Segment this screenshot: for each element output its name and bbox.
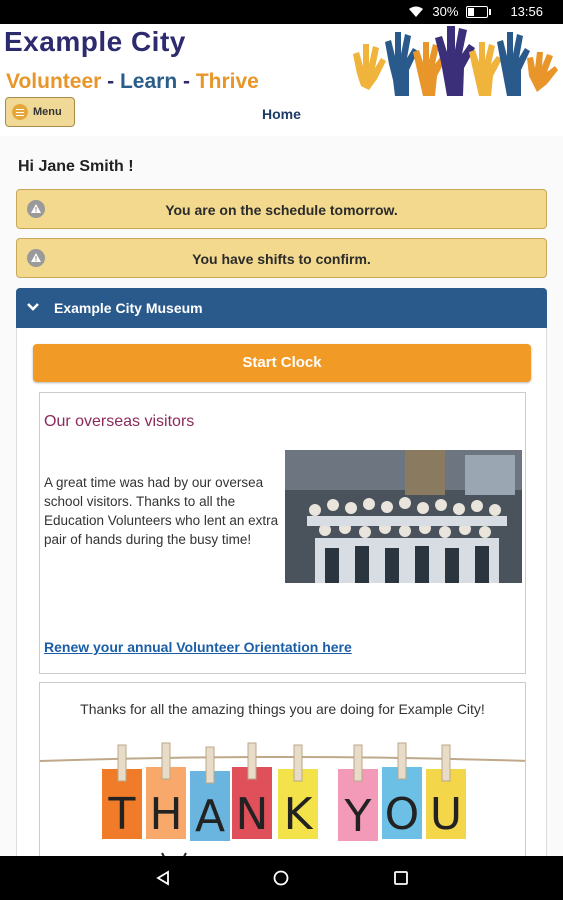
status-bar xyxy=(0,0,563,24)
panel-title: Example City Museum xyxy=(54,300,203,316)
main-content xyxy=(0,136,563,856)
thanks-card xyxy=(39,682,526,882)
hands-logo xyxy=(349,24,559,96)
alert-text: You have shifts to confirm. xyxy=(192,251,371,267)
alert-schedule xyxy=(16,189,547,229)
ty-letter: O xyxy=(384,789,420,840)
clock: 13:56 xyxy=(510,4,543,19)
menu-label: Menu xyxy=(33,106,62,118)
alert-text: You are on the schedule tomorrow. xyxy=(165,202,398,218)
recents-icon[interactable] xyxy=(393,870,409,886)
back-icon[interactable] xyxy=(155,870,171,886)
ty-letter: A xyxy=(194,791,226,842)
hamburger-icon xyxy=(12,104,28,120)
app-header xyxy=(0,24,563,136)
home-icon[interactable] xyxy=(273,870,289,886)
greeting: Hi Jane Smith ! xyxy=(18,158,134,175)
ty-letter: U xyxy=(429,789,463,840)
tagline: Volunteer - Learn - Thrive xyxy=(6,70,259,93)
battery-percent: 30% xyxy=(432,4,459,19)
ty-letter: N xyxy=(235,789,269,840)
start-clock-button[interactable]: Start Clock xyxy=(33,344,531,382)
brand-title: Example City xyxy=(4,26,186,57)
news-card xyxy=(39,392,526,674)
chevron-down-icon xyxy=(26,301,40,313)
wifi-icon xyxy=(408,6,424,18)
alert-confirm-shifts xyxy=(16,238,547,278)
thanks-text: Thanks for all the amazing things you are doing for Example City! xyxy=(80,701,485,717)
panel-header-museum[interactable] xyxy=(16,288,547,328)
android-nav-bar xyxy=(0,856,563,900)
battery-icon xyxy=(466,6,488,18)
ty-letter: T xyxy=(108,789,136,840)
ty-letter: K xyxy=(283,789,313,840)
group-photo xyxy=(285,450,522,583)
ty-letter: Y xyxy=(344,791,372,842)
news-body: A great time was had by our oversea school visitors. Thanks to all the Education Volunteers who lent an extra pair of hands during the busy time! xyxy=(44,475,279,547)
panel-body xyxy=(16,328,547,868)
news-title: Our overseas visitors xyxy=(44,413,195,430)
menu-button[interactable] xyxy=(5,97,75,127)
ty-letter: H xyxy=(149,789,183,840)
orientation-link[interactable]: Renew your annual Volunteer Orientation here xyxy=(44,639,352,655)
nav-home-link[interactable]: Home xyxy=(262,106,301,122)
